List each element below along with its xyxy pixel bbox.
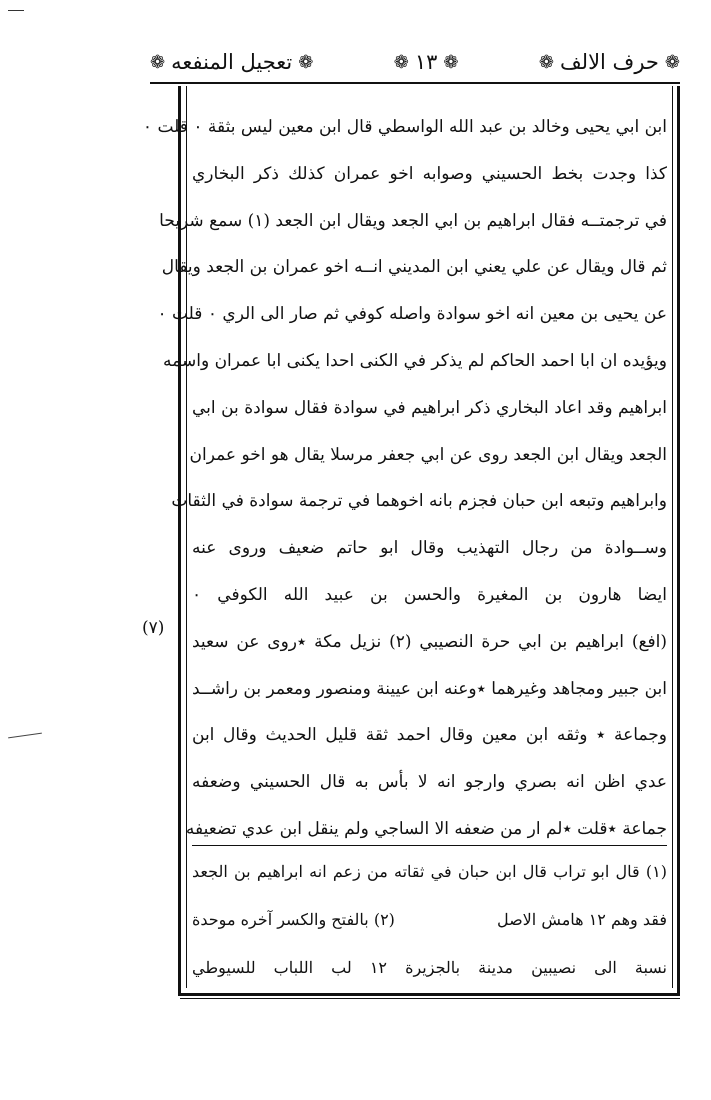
ornament-icon: ❁ [393, 51, 409, 73]
main-text [142, 104, 667, 853]
footnote-line [192, 896, 667, 944]
margin-pen-mark [8, 733, 42, 739]
entry-number: (٧) [142, 618, 165, 638]
text-line: ابراهيم وقد اعاد البخاري ذكر ابراهيم في سوادة فقال سوادة بن ابي [192, 397, 667, 418]
text-line: الجعد ويقال ابن الجعد روى عن ابي جعفر مرسلا يقال هو اخو عمران [189, 444, 667, 465]
text-line: ويؤيده ان ابا احمد الحاكم لم يذكر في الكنى احدا يكنى ابا عمران واسمه [163, 350, 667, 371]
footnote-line: نسبة الى نصيبين مدينة بالجزيرة ١٢ لب اللباب للسيوطي [192, 958, 668, 977]
text-line: وجماعة ٭ وثقه ابن معين وقال احمد ثقة قليل الحديث وقال ابن [192, 725, 667, 746]
header-page-number [394, 50, 459, 74]
page-header [150, 42, 680, 82]
text-line: ابن ابي يحيى وخالد بن عبد الله الواسطي قال ابن معين ليس بثقة ٠ قلت ٠ [142, 117, 667, 137]
footnote-rule [192, 845, 667, 846]
footnote-2-start: (٢) بالفتح والكسر آخره موحدة [192, 910, 395, 929]
text-line: ابن جبير ومجاهد وغيرهما ٭وعنه ابن عيينة ومنصور ومعمر بن راشــد [191, 678, 667, 699]
footnotes [192, 848, 667, 992]
text-line: وســوادة من رجال التهذيب وقال ابو حاتم ضعيف وروى عنه [192, 538, 667, 559]
ornament-icon: ❁ [298, 51, 314, 73]
ornament-icon: ❁ [538, 51, 554, 73]
frame-inner-line [672, 86, 673, 988]
header-book [150, 50, 313, 74]
text-line: عن يحيى بن معين انه اخو سوادة واصله كوفي ثم صار الى الري ٠ قلت ٠ [157, 304, 667, 325]
text-line: عدي اظن انه بصري وارجو انه لا بأس به قال الحسيني وضعفه [192, 772, 667, 793]
footnote-1-end: فقد وهم ١٢ هامش الاصل [496, 910, 667, 929]
ornament-icon: ❁ [443, 51, 459, 73]
bottom-rule [180, 998, 680, 999]
page-number: ١٣ [414, 50, 438, 74]
scan-mark [8, 10, 24, 11]
header-book-title: تعجيل المنفعه [171, 50, 293, 74]
footnote-line: (١) قال ابو تراب قال ابن حبان في ثقاته من زعم انه ابراهيم بن الجعد [192, 862, 667, 881]
header-rule [150, 82, 680, 84]
text-line: ايضا هارون بن المغيرة والحسن بن عبيد الله الكوفي ٠ [192, 584, 667, 605]
entry-heading-line: (افع) ابراهيم بن ابي حرة النصيبي (٢) نزيل مكة ٭روى عن سعيد [192, 631, 667, 652]
text-line: في ترجمتــه فقال ابراهيم بن ابي الجعد ويقال ابن الجعد (١) سمع شريحا [159, 210, 667, 231]
header-chapter [539, 50, 680, 74]
ornament-icon: ❁ [664, 51, 680, 73]
text-line: ثم قال ويقال عن علي يعني ابن المديني انــه اخو عمران بن الجعد ويقال [161, 257, 667, 278]
ornament-icon: ❁ [150, 51, 166, 73]
text-line: جماعة ٭قلت ٭لم ار من ضعفه الا الساجي ولم ينقل ابن عدي تضعيفه [185, 818, 667, 839]
header-chapter-title: حرف الالف [559, 50, 659, 74]
text-line: وابراهيم وتبعه ابن حبان فجزم بانه اخوهما في ترجمة سوادة في الثقات [171, 491, 667, 512]
text-line: كذا وجدت بخط الحسيني وصوابه اخو عمران كذلك ذكر البخاري [192, 163, 667, 184]
